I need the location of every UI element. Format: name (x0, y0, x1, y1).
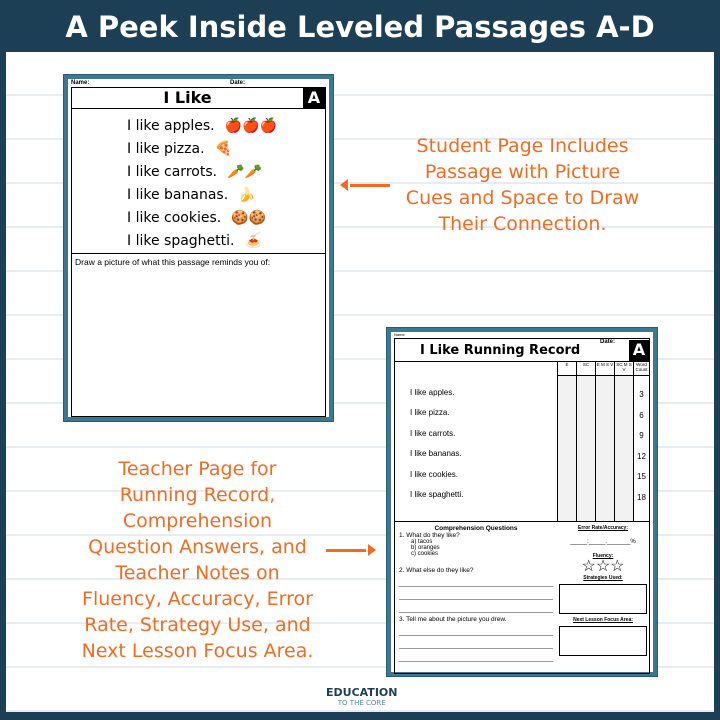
passage-line: I like spaghetti. (410, 490, 464, 500)
callout-line: Their Connection. (438, 213, 607, 235)
callout-line: Student Page Includes (416, 135, 629, 157)
line-text: I like cookies. (127, 209, 222, 226)
cookies-icon: 🍪🍪 (231, 209, 267, 226)
callout-line: Rate, Strategy Use, and (84, 614, 311, 636)
level-badge: A (629, 340, 649, 361)
comp-title: Comprehension Questions (434, 525, 518, 532)
callout-line: Running Record, (119, 484, 276, 506)
passage (395, 362, 557, 521)
question-1: 1. What do they like? (399, 532, 460, 539)
passage-line (127, 137, 325, 160)
column-header: SC M S V (615, 362, 633, 376)
next-focus-box (559, 626, 647, 656)
question-2: 2. What else do they like? (399, 567, 474, 574)
callout-line: Next Lesson Focus Area. (81, 640, 314, 662)
question-3: 3. Tell me about the picture you drew. (399, 616, 507, 623)
word-count: 9 (639, 431, 644, 440)
callout-line: Teacher Page for (118, 458, 277, 480)
name-label: Name: (71, 80, 90, 86)
word-count: 18 (637, 492, 646, 502)
line-text: I like apples. (127, 117, 215, 134)
passage-line: I like bananas. (410, 449, 462, 459)
name-label: Name (394, 332, 405, 337)
callout-line: Passage with Picture (424, 161, 621, 183)
line-text: I like carrots. (127, 163, 218, 180)
apples-icon: 🍎🍎🍎 (224, 117, 277, 134)
logo: EDUCATION TO THE CORE (326, 686, 398, 707)
passage-line: I like cookies. (410, 469, 459, 479)
callout-line: Comprehension (122, 510, 273, 532)
arrow-left-icon (350, 184, 390, 187)
error-rate-label: Error Rate/Accuracy: (577, 525, 629, 531)
column-header: Word Count (634, 362, 649, 376)
date-label: Date: (229, 80, 245, 86)
passage-line (127, 114, 325, 137)
carrots-icon: 🥕🥕 (227, 163, 262, 180)
fluency-label: Fluency: (592, 553, 614, 559)
word-count: 15 (637, 472, 646, 481)
callout-line: Cues and Space to Draw (405, 187, 640, 209)
spaghetti-icon: 🍝 (244, 232, 262, 249)
arrow-right-icon (326, 549, 366, 552)
column-header: SC (577, 362, 595, 376)
passage-line (127, 160, 325, 183)
callout-line: Teacher Notes on (115, 562, 280, 584)
student-page-preview (64, 75, 333, 421)
passage-line (127, 183, 325, 206)
page-title: A Peek Inside Leveled Passages A-D (65, 10, 655, 44)
line-text: I like spaghetti. (127, 232, 235, 249)
teacher-page-title: I Like Running Record (420, 342, 581, 358)
draw-prompt: Draw a picture of what this passage reminds you of: (75, 257, 271, 267)
star-icon: ☆☆☆ (581, 558, 625, 575)
student-page-title: I Like (163, 88, 212, 107)
teacher-page-preview (387, 328, 657, 676)
line-text: I like pizza. (127, 140, 205, 157)
passage (71, 109, 326, 254)
callout-line: Question Answers, and (88, 536, 307, 558)
passage-line: I like pizza. (410, 408, 450, 418)
comprehension-questions (395, 522, 557, 673)
column-header: E M S V (596, 362, 614, 376)
strategies-label: Strategies Used: (583, 575, 623, 581)
level-badge: A (303, 88, 325, 108)
student-callout (395, 133, 650, 237)
draw-area (71, 254, 326, 417)
next-focus-label: Next Lesson Focus Area: (573, 617, 633, 623)
passage-line (127, 229, 325, 252)
option: c) cookies (411, 551, 439, 557)
column-header: E (558, 362, 576, 376)
error-rate-blank: _____:_____._______% (570, 539, 636, 545)
bananas-icon: 🍌 (238, 186, 256, 203)
line-text: I like bananas. (127, 186, 229, 203)
callout-line: Fluency, Accuracy, Error (82, 588, 313, 610)
strategies-box (559, 584, 647, 614)
word-count: 3 (639, 390, 644, 399)
word-count: 6 (639, 410, 644, 420)
word-count: 12 (637, 451, 646, 461)
option: b) oranges (411, 545, 440, 551)
passage-line: I like carrots. (410, 428, 456, 438)
option: a) tacos (411, 539, 433, 545)
passage-line: I like apples. (410, 387, 455, 397)
teacher-callout (70, 456, 325, 664)
pizza-icon: 🍕 (214, 140, 232, 157)
date-label: Date: (599, 339, 615, 345)
passage-line (127, 206, 325, 229)
